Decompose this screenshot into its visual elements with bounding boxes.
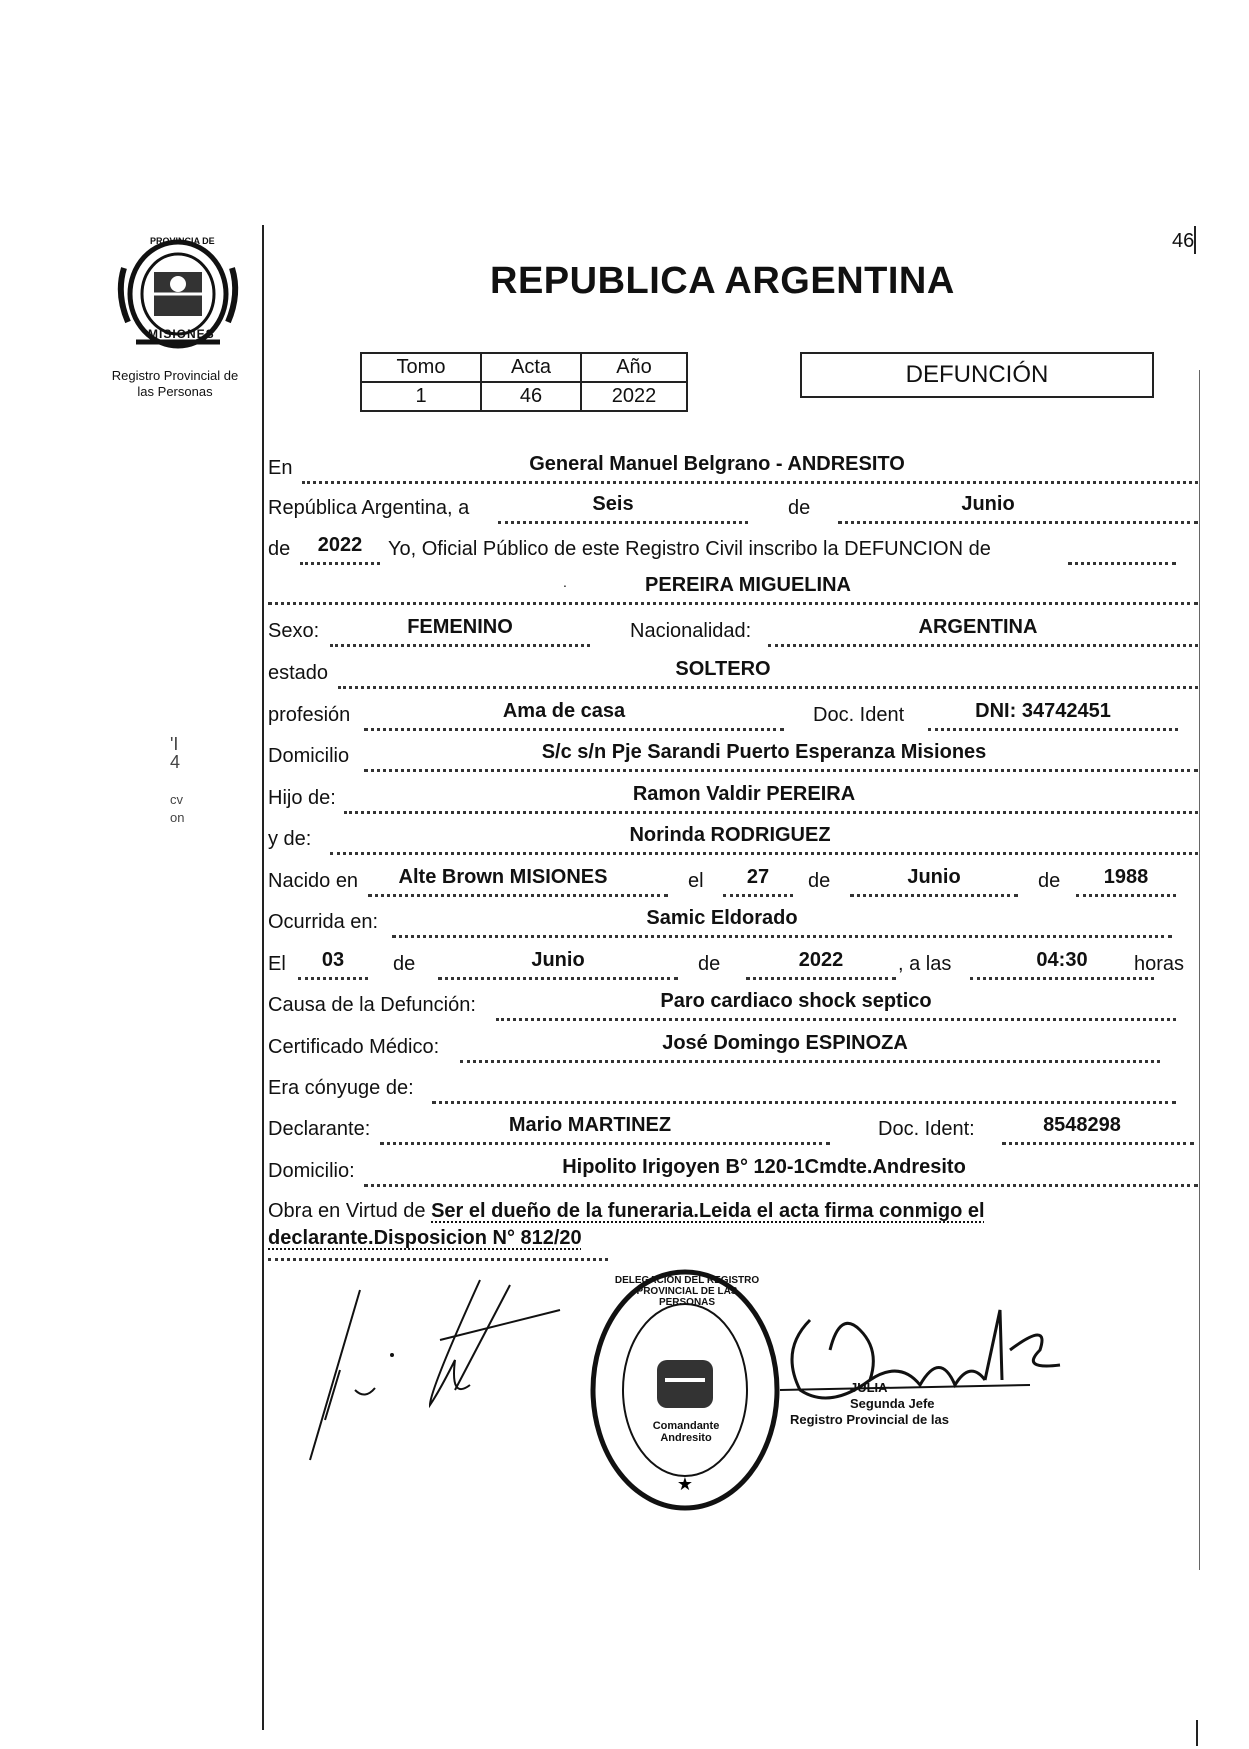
registry-value-anio: 2022 xyxy=(581,382,687,411)
nacionalidad-value: ARGENTINA xyxy=(918,616,1038,638)
anio-dotted-line xyxy=(300,562,380,565)
registry-header-anio: Año xyxy=(581,353,687,382)
side-mark-4: on xyxy=(170,810,185,825)
nac-dia-value: 27 xyxy=(746,866,770,888)
row-nacido xyxy=(268,866,1198,900)
certificado-value: José Domingo ESPINOZA xyxy=(662,1032,908,1054)
nacionalidad-label: Nacionalidad: xyxy=(630,620,752,642)
row-ocurrida xyxy=(268,907,1198,941)
declarante-label: Declarante: xyxy=(268,1118,371,1140)
declarante-dotted-line xyxy=(380,1142,830,1145)
decl-domicilio-value: Hipolito Irigoyen B° 120-1Cmdte.Andresito xyxy=(562,1156,966,1178)
row-profesion xyxy=(268,700,1198,734)
hijo-value: Ramon Valdir PEREIRA xyxy=(632,783,856,805)
registry-header-acta: Acta xyxy=(481,353,581,382)
page-edge-mark xyxy=(1194,226,1196,254)
row-declarante xyxy=(268,1114,1198,1148)
hijo-dotted-line xyxy=(344,811,1198,814)
decl-doc-value: 8548298 xyxy=(1043,1114,1121,1136)
def-dia-value: 03 xyxy=(321,949,345,971)
profesion-value: Ama de casa xyxy=(502,700,626,722)
declarante-value: Mario MARTINEZ xyxy=(508,1114,672,1136)
nac-anio-dotted-line xyxy=(1076,894,1176,897)
doc-label: Doc. Ident xyxy=(813,704,905,726)
estado-dotted-line xyxy=(338,686,1198,689)
row-conyuge xyxy=(268,1077,1198,1107)
en-value: General Manuel Belgrano - ANDRESITO xyxy=(529,453,905,475)
sexo-dotted-line xyxy=(330,644,590,647)
obra-paragraph xyxy=(268,1198,1198,1252)
de2-label: de xyxy=(268,538,291,560)
dia-dotted-line xyxy=(498,521,748,524)
nombre-value: PEREIRA MIGUELINA xyxy=(645,574,851,596)
def-de1-label: de xyxy=(393,953,416,975)
logo-text-top: PROVINCIA DE xyxy=(150,236,215,246)
row-yo xyxy=(268,534,1198,568)
nac-mes-dotted-line xyxy=(850,894,1018,897)
ocurrida-value: Samic Eldorado xyxy=(646,907,798,929)
page-edge-mark-bottom xyxy=(1196,1720,1198,1746)
horas-label: horas xyxy=(1134,953,1185,975)
republica-label: República Argentina, a xyxy=(268,497,470,519)
nacido-dotted-line xyxy=(368,894,668,897)
causa-dotted-line xyxy=(496,1018,1176,1021)
row-yde xyxy=(268,824,1198,858)
logo-caption xyxy=(95,368,255,400)
registry-table xyxy=(360,352,688,412)
def-dia-dotted-line xyxy=(298,977,368,980)
domicilio-value: S/c s/n Pje Sarandi Puerto Esperanza Misiones xyxy=(541,741,987,763)
nac-de1-label: de xyxy=(808,870,831,892)
def-mes-value: Junio xyxy=(531,949,585,971)
de1-label: de xyxy=(788,497,811,519)
decl-domicilio-label: Domicilio: xyxy=(268,1160,355,1182)
domicilio-label: Domicilio xyxy=(268,745,350,767)
causa-label: Causa de la Defunción: xyxy=(268,994,476,1016)
ocurrida-dotted-line xyxy=(392,935,1172,938)
registry-value-tomo: 1 xyxy=(361,382,481,411)
en-label: En xyxy=(268,457,293,479)
official-stamp-line-1: JULIA xyxy=(850,1380,888,1395)
el-fecha-label: El xyxy=(268,953,286,975)
decl-doc-label: Doc. Ident: xyxy=(878,1118,975,1140)
nac-dia-dotted-line xyxy=(723,894,793,897)
profesion-label: profesión xyxy=(268,704,351,726)
yde-dotted-line xyxy=(330,852,1198,855)
declarante-signature-icon xyxy=(280,1270,620,1470)
seal-outer-text: DELEGACION DEL REGISTRO PROVINCIAL DE LAS PERSONAS xyxy=(614,1275,760,1308)
ocurrida-label: Ocurrida en: xyxy=(268,911,379,933)
certificado-dotted-line xyxy=(460,1060,1160,1063)
nac-mes-value: Junio xyxy=(907,866,961,888)
yde-label: y de: xyxy=(268,828,312,850)
nombre-dot-mark: . xyxy=(563,574,567,590)
row-hijo xyxy=(268,783,1198,817)
registry-value-acta: 46 xyxy=(481,382,581,411)
registry-value-row xyxy=(361,382,687,411)
estado-value: SOLTERO xyxy=(675,658,771,680)
side-mark-2: 4 xyxy=(170,752,181,772)
page-edge-line xyxy=(1199,370,1200,1570)
row-causa xyxy=(268,990,1198,1024)
nac-anio-value: 1988 xyxy=(1103,866,1149,888)
hijo-label: Hijo de: xyxy=(268,787,336,809)
nac-de2-label: de xyxy=(1038,870,1061,892)
row-domicilio xyxy=(268,741,1198,775)
official-stamp-line-2: Segunda Jefe xyxy=(850,1396,935,1411)
row-nombre xyxy=(268,574,1198,608)
margin-line xyxy=(262,225,264,1730)
anio-value: 2022 xyxy=(317,534,363,556)
doc-value: DNI: 34742451 xyxy=(975,700,1111,722)
nombre-dotted-line xyxy=(268,602,1198,605)
domicilio-dotted-line xyxy=(364,769,1198,772)
estado-label: estado xyxy=(268,662,329,684)
nacido-value: Alte Brown MISIONES xyxy=(398,866,608,888)
profesion-dotted-line xyxy=(364,728,784,731)
def-hora-value: 04:30 xyxy=(1036,949,1088,971)
row-fecha-defuncion xyxy=(268,949,1198,983)
def-de2-label: de xyxy=(698,953,721,975)
row-certificado xyxy=(268,1032,1198,1066)
logo-caption-line-1: Registro Provincial de xyxy=(111,368,239,383)
row-estado xyxy=(268,658,1198,692)
conyuge-label: Era cónyuge de: xyxy=(268,1077,414,1099)
obra-end-dotted-line xyxy=(268,1258,608,1261)
side-mark-3: cv xyxy=(170,792,183,807)
row-sexo xyxy=(268,616,1198,650)
record-type-box: DEFUNCIÓN xyxy=(800,352,1154,398)
nacionalidad-dotted-line xyxy=(768,644,1198,647)
decl-domicilio-dotted-line xyxy=(364,1184,1198,1187)
official-stamp xyxy=(790,1380,949,1428)
logo-text-bottom: MISIONES xyxy=(148,327,215,341)
yo-dotted-line xyxy=(1068,562,1176,565)
nacido-label: Nacido en xyxy=(268,870,359,892)
sexo-value: FEMENINO xyxy=(407,616,513,638)
side-mark-1: 'I xyxy=(170,734,179,754)
row-en xyxy=(268,453,1198,487)
seal-inner-text: Comandante Andresito xyxy=(652,1420,720,1444)
mes-dotted-line xyxy=(838,521,1198,524)
def-mes-dotted-line xyxy=(438,977,678,980)
def-anio-dotted-line xyxy=(746,977,896,980)
row-republica xyxy=(268,493,1198,527)
yo-text: Yo, Oficial Público de este Registro Civil inscribo la DEFUNCION de xyxy=(388,538,991,560)
sexo-label: Sexo: xyxy=(268,620,320,642)
registry-header-tomo: Tomo xyxy=(361,353,481,382)
obra-label: Obra en Virtud de xyxy=(268,1200,426,1222)
registry-header-row xyxy=(361,353,687,382)
svg-text:★: ★ xyxy=(676,1474,694,1495)
alas-label: , a las xyxy=(898,953,952,975)
official-stamp-line-3: Registro Provincial de las xyxy=(790,1412,949,1427)
yde-value: Norinda RODRIGUEZ xyxy=(629,824,831,846)
def-hora-dotted-line xyxy=(970,977,1154,980)
el-label: el xyxy=(688,870,704,892)
decl-doc-dotted-line xyxy=(1002,1142,1194,1145)
dia-value: Seis xyxy=(592,493,634,515)
conyuge-dotted-line xyxy=(432,1101,1176,1104)
doc-dotted-line xyxy=(928,728,1178,731)
logo-caption-line-2: las Personas xyxy=(137,384,213,399)
def-anio-value: 2022 xyxy=(798,949,844,971)
row-decl-domicilio xyxy=(268,1156,1198,1190)
en-dotted-line xyxy=(302,481,1198,484)
causa-value: Paro cardiaco shock septico xyxy=(660,990,932,1012)
page-number: 46 xyxy=(1172,230,1195,252)
certificado-label: Certificado Médico: xyxy=(268,1036,440,1058)
obra-value: Ser el dueño de la funeraria.Leida el acta firma conmigo el declarante.Disposicion N° 812/20 xyxy=(268,1200,985,1249)
side-marks xyxy=(170,735,184,827)
mes-value: Junio xyxy=(961,493,1015,515)
document-title: REPUBLICA ARGENTINA xyxy=(490,260,955,302)
